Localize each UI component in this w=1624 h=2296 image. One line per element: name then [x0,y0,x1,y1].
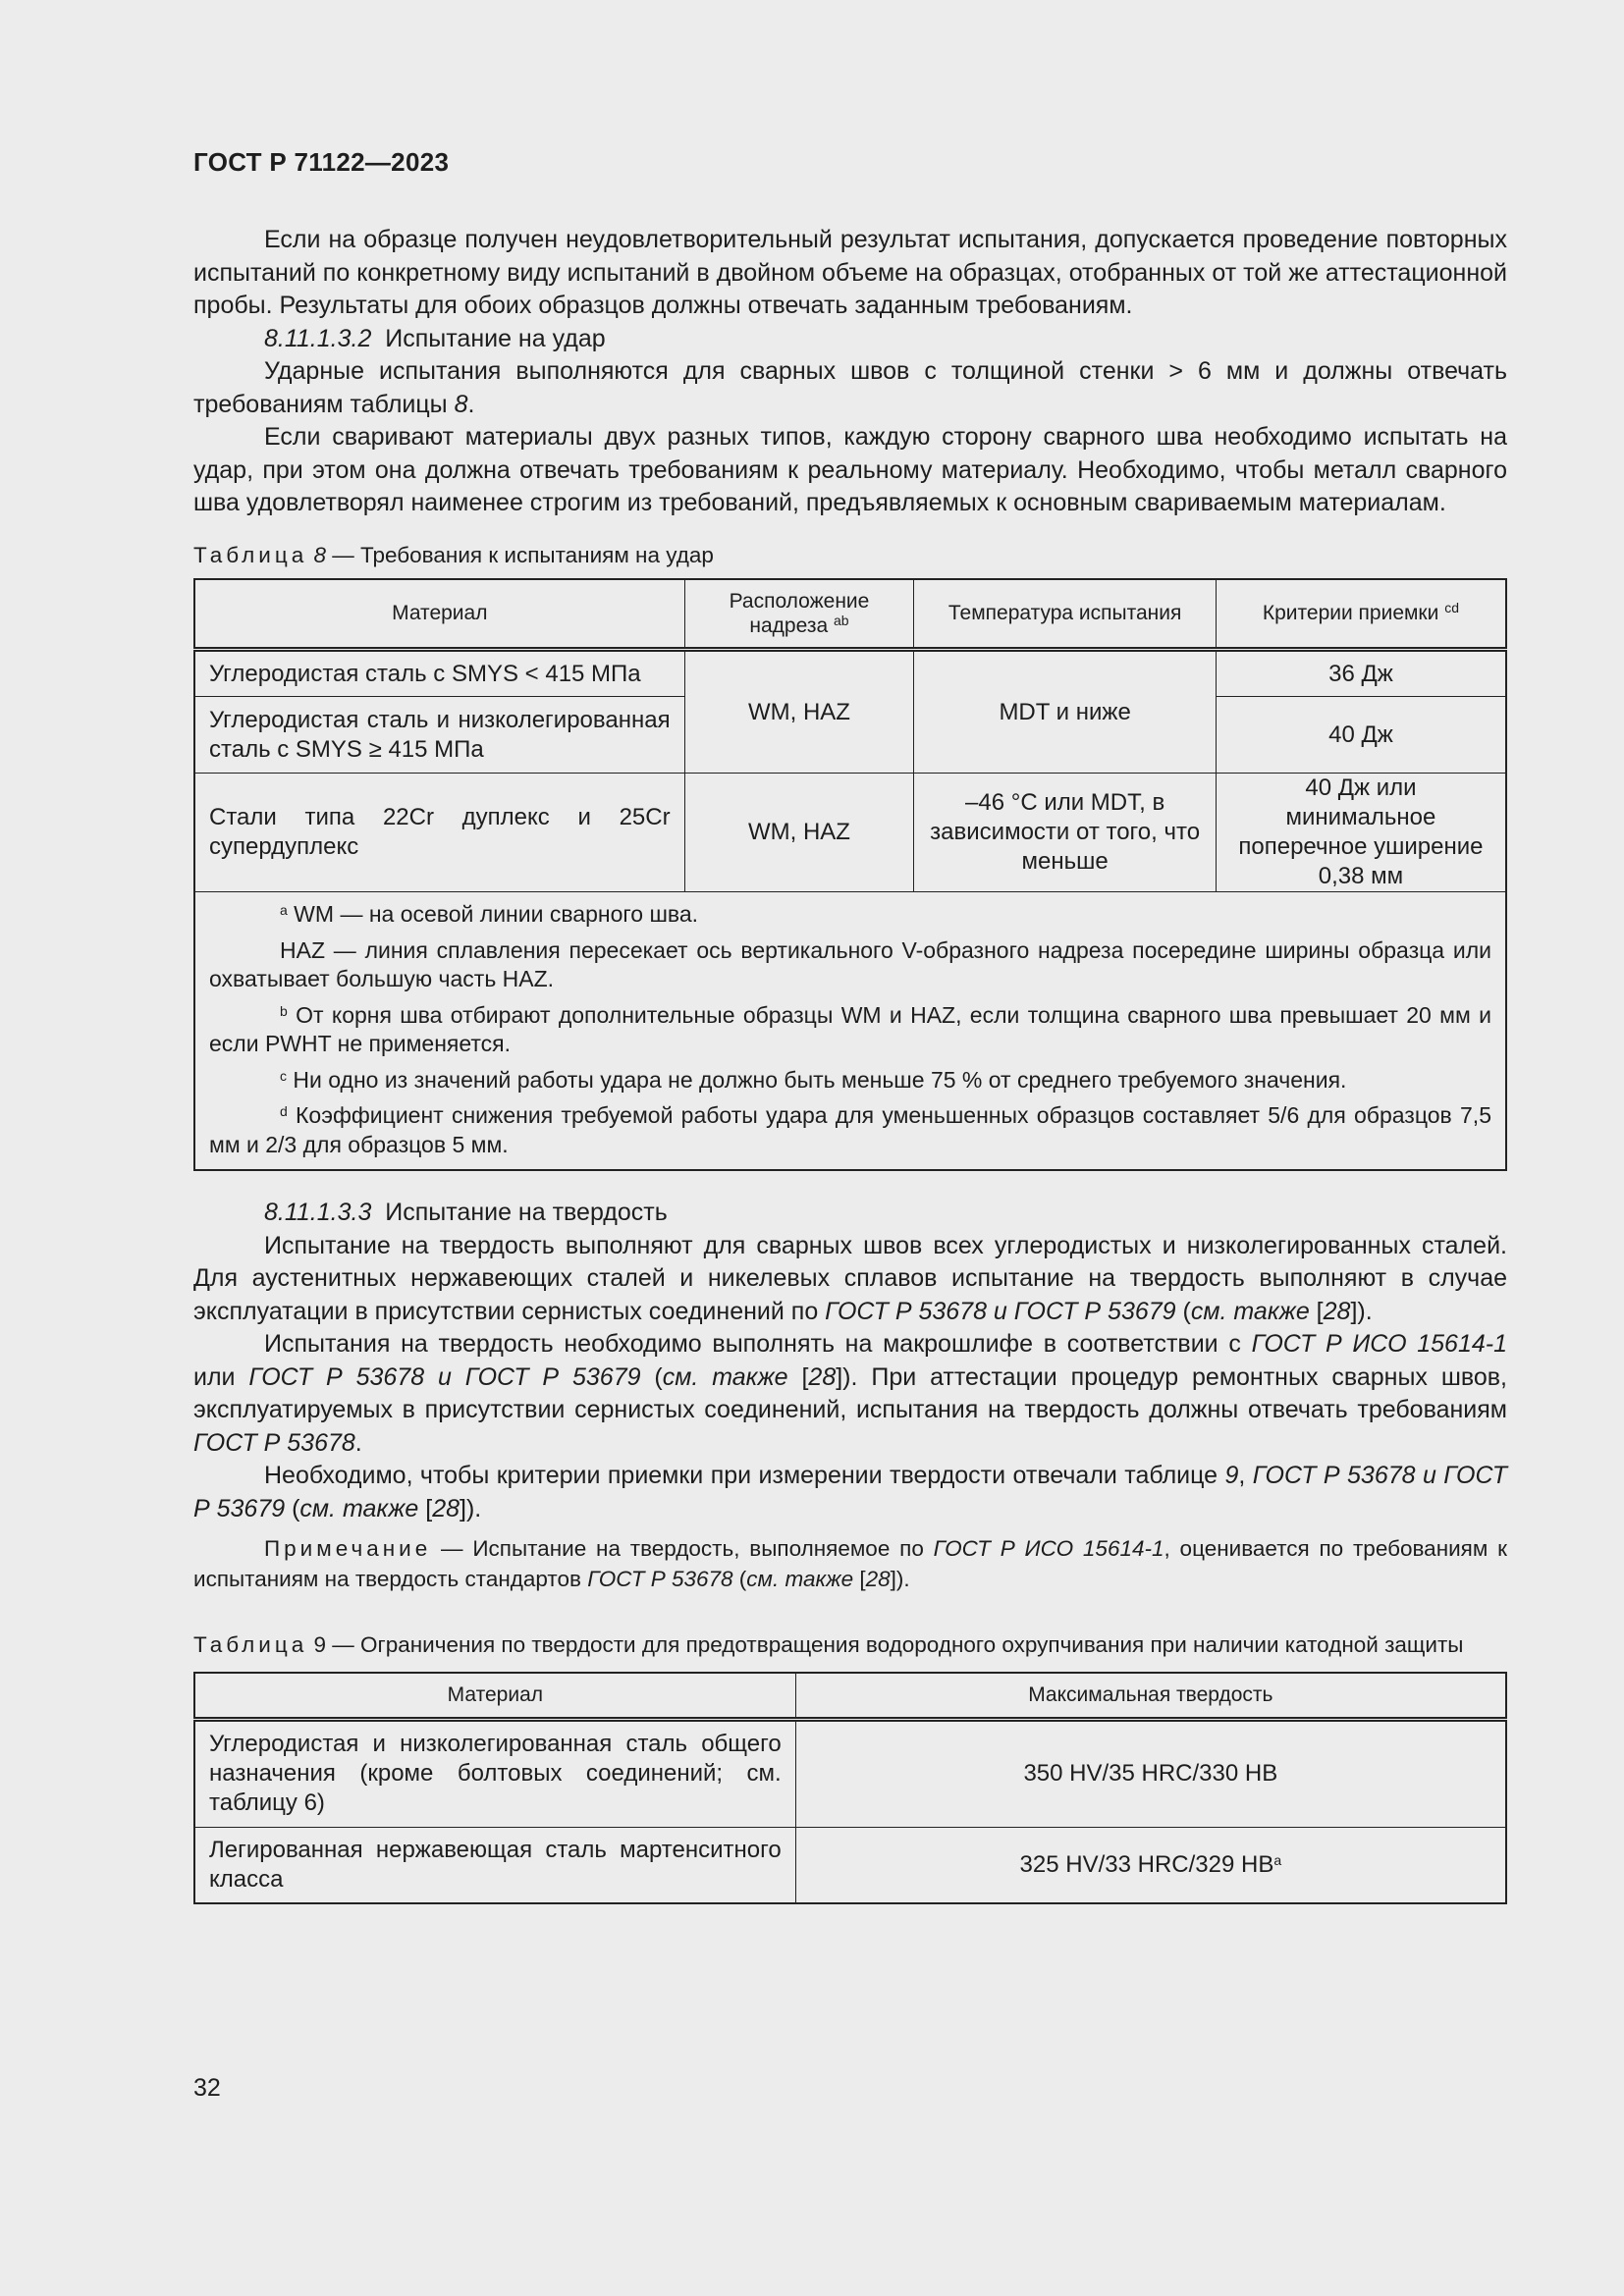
cell-material: Легированная нержавеющая сталь мартенситного класса [194,1827,795,1903]
cell-notch-location: WM, HAZ [684,774,914,892]
hardness-limits-table [193,1672,1507,1904]
document-id-header: ГОСТ Р 71122—2023 [193,147,450,177]
section-number: 8.11.1.3.3 [264,1199,372,1226]
section-title: Испытание на удар [385,324,606,352]
header-material: Материал [194,1673,795,1719]
paragraph-impact-requirements: Ударные испытания выполняются для сварных швов с толщиной стенки > 6 мм и должны отвечать требованиям таблицы 8. [193,357,1507,418]
table-header-row [194,579,1506,650]
table-header-row [194,1673,1506,1719]
cell-max-hardness: 325 HV/33 HRC/329 $HB^a$ [795,1827,1506,1903]
cell-criteria: 36 Дж [1216,650,1506,697]
table9-caption: Таблица 9 — Ограничения по твердости для предотвращения водородного охрупчивания при наличии катодной защиты [193,1632,1464,1657]
note-label: Примечание [264,1536,432,1561]
header-notch-location: Расположение надреза $^{ab}$ [684,579,914,650]
cell-notch-location: WM, HAZ [684,650,914,774]
paragraph-hardness-criteria: Необходимо, чтобы критерии приемки при измерении твердости отвечали таблице 9, ГОСТ Р 53678 и ГОСТ Р 53679 (см. также [28]). [193,1462,1507,1522]
section-heading-impact-test [264,323,1507,356]
table8-caption: Таблица 8 — Требования к испытаниям на удар [193,542,714,567]
paragraph-hardness-macro: Испытания на твердость необходимо выполнять на макрошлифе в соответствии с ГОСТ Р ИСО 15614-1 или ГОСТ Р 53678 и ГОСТ Р 53679 (см. также [28]). При аттестации процедур ремонтных сварных швов, эксплуатируемых в присутствии сернистых соединений, испытания на твердость должны отвечать требованиям ГОСТ Р 53678. [193,1330,1508,1457]
table-footnotes [194,892,1506,1171]
paragraph-retest: Если на образце получен неудовлетворительный результат испытания, допускается проведение повторных испытаний по конкретному виду испытаний в двойном объеме на образцах, отобранных от той же аттестационной пробы. Результаты для обоих образцов должны отвечать заданным требованиям. [193,226,1507,319]
cell-material: Углеродистая сталь и низколегированная сталь с SMYS ≥ 415 МПа [194,697,684,774]
table-reference: 8 [454,390,468,418]
footnote-haz: HAZ — линия сплавления пересекает ось вертикального V-образного надреза посередине ширины образца или охватывает большую часть HAZ. [209,936,1491,991]
note: Примечание — Испытание на твердость, выполняемое по ГОСТ Р ИСО 15614-1, оценивается по требованиям к испытаниям на твердость стандартов ГОСТ Р 53678 (см. также [28]). [193,1536,1507,1591]
section-heading-hardness-test [264,1197,1507,1230]
table-row [194,774,1506,892]
header-max-hardness: Максимальная твердость [795,1673,1506,1719]
cell-criteria: 40 Дж или минимальное поперечное уширение 0,38 мм [1216,774,1506,892]
cell-test-temperature: –46 °С или MDT, в зависимости от того, что меньше [914,774,1217,892]
table-row [194,650,1506,697]
cell-material: Углеродистая и низколегированная сталь общего назначения (кроме болтовых соединений; см. таблицу 6) [194,1719,795,1827]
section-title: Испытание на твердость [385,1199,668,1226]
header-material: Материал [194,579,684,650]
footnote-a: $^a$ WM — на осевой линии сварного шва. [280,901,699,927]
cell-material: Стали типа 22Cr дуплекс и 25Cr супердуплекс [194,774,684,892]
section-number: 8.11.1.3.2 [264,324,372,352]
impact-test-table [193,578,1507,1172]
cell-material: Углеродистая сталь с SMYS < 415 МПа [194,650,684,697]
header-test-temperature: Температура испытания [914,579,1217,650]
footnote-c: $^c$ Ни одно из значений работы удара не должно быть меньше 75 % от среднего требуемого значения. [280,1066,1347,1093]
header-acceptance-criteria: Критерии приемки $^{cd}$ [1216,579,1506,650]
page-content [193,224,1507,1904]
footnote-d: $^d$ Коэффициент снижения требуемой работы удара для уменьшенных образцов составляет 5/6 для образцов 7,5 мм и 2/3 для образцов 5 мм. [209,1102,1491,1157]
cell-test-temperature: MDT и ниже [914,650,1217,774]
table-footnotes-row [194,892,1506,1171]
table-row [194,1827,1506,1903]
footnote-b: $^b$ От корня шва отбирают дополнительные образцы WM и HAZ, если толщина сварного шва превышает 20 мм и если PWHT не применяется. [209,1001,1491,1056]
cell-criteria: 40 Дж [1216,697,1506,774]
table-row [194,1719,1506,1827]
paragraph-hardness-scope: Испытание на твердость выполняют для сварных швов всех углеродистых и низколегированных сталей. Для аустенитных нержавеющих сталей и никелевых сплавов испытание на твердость выполняют в случае эксплуатации в присутствии сернистых соединений по ГОСТ Р 53678 и ГОСТ Р 53679 (см. также [28]). [193,1231,1507,1325]
paragraph-dissimilar-materials: Если сваривают материалы двух разных типов, каждую сторону сварного шва необходимо испытать на удар, при этом она должна отвечать требованиям к реальному материалу. Необходимо, чтобы металл сварного шва удовлетворял наименее строгим из требований, предъявляемых к основным свариваемым материалам. [193,423,1507,516]
page-number: 32 [193,2074,221,2102]
cell-max-hardness: 350 HV/35 HRC/330 HB [795,1719,1506,1827]
